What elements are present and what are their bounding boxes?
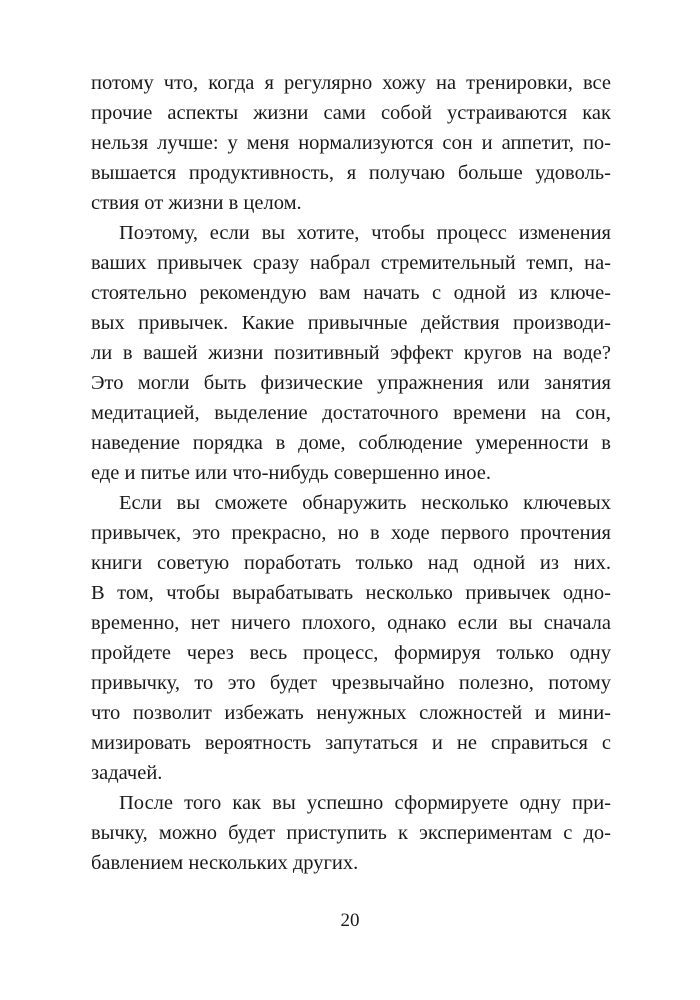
text-line: бавлением нескольких других.	[91, 852, 359, 874]
text-line: ваших привычек сразу набрал стремительный темп, на-	[91, 252, 611, 274]
text-line: стоятельно рекомендую вам начать с одной из ключе-	[91, 282, 611, 304]
paragraph	[91, 788, 611, 878]
text-line: вых привычек. Какие привычные действия производи-	[91, 312, 611, 334]
text-line: наведение порядка в доме, соблюдение умеренности в	[91, 432, 611, 454]
text-line: вышается продуктивность, я получаю больше удоволь-	[91, 162, 611, 184]
paragraph	[91, 218, 611, 488]
text-line: После того как вы успешно сформируете одну при-	[119, 792, 611, 814]
text-line: Поэтому, если вы хотите, чтобы процесс изменения	[119, 222, 611, 244]
page-number: 20	[340, 910, 360, 931]
text-line: вычку, можно будет приступить к экспериментам с до-	[91, 822, 611, 844]
text-line: медитацией, выделение достаточного времени на сон,	[91, 402, 611, 424]
text-line: что позволит избежать ненужных сложностей и мини-	[91, 702, 611, 724]
text-line: ли в вашей жизни позитивный эффект кругов на воде?	[91, 342, 611, 364]
text-line: задачей.	[91, 762, 163, 784]
text-line: привычку, то это будет чрезвычайно полезно, потому	[91, 672, 611, 694]
paragraph	[91, 488, 611, 788]
text-line: Это могли быть физические упражнения или занятия	[91, 372, 611, 394]
text-line: потому что, когда я регулярно хожу на тренировки, все	[91, 72, 611, 94]
text-line: прочие аспекты жизни сами собой устраиваются как	[91, 102, 611, 124]
text-line: мизировать вероятность запутаться и не справиться с	[91, 732, 611, 754]
text-line: нельзя лучше: у меня нормализуются сон и аппетит, по-	[91, 132, 611, 154]
paragraph	[91, 68, 611, 218]
text-line: ствия от жизни в целом.	[91, 192, 302, 214]
text-line: книги советую поработать только над одной из них.	[91, 552, 611, 574]
text-line: Если вы сможете обнаружить несколько ключевых	[119, 492, 611, 514]
page-body-text	[91, 68, 611, 878]
text-line: временно, нет ничего плохого, однако если вы сначала	[91, 612, 611, 634]
text-line: В том, чтобы вырабатывать несколько привычек одно-	[91, 582, 611, 604]
text-line: привычек, это прекрасно, но в ходе первого прочтения	[91, 522, 611, 544]
text-line: еде и питье или что-нибудь совершенно иное.	[91, 462, 492, 484]
text-line: пройдете через весь процесс, формируя только одну	[91, 642, 611, 664]
